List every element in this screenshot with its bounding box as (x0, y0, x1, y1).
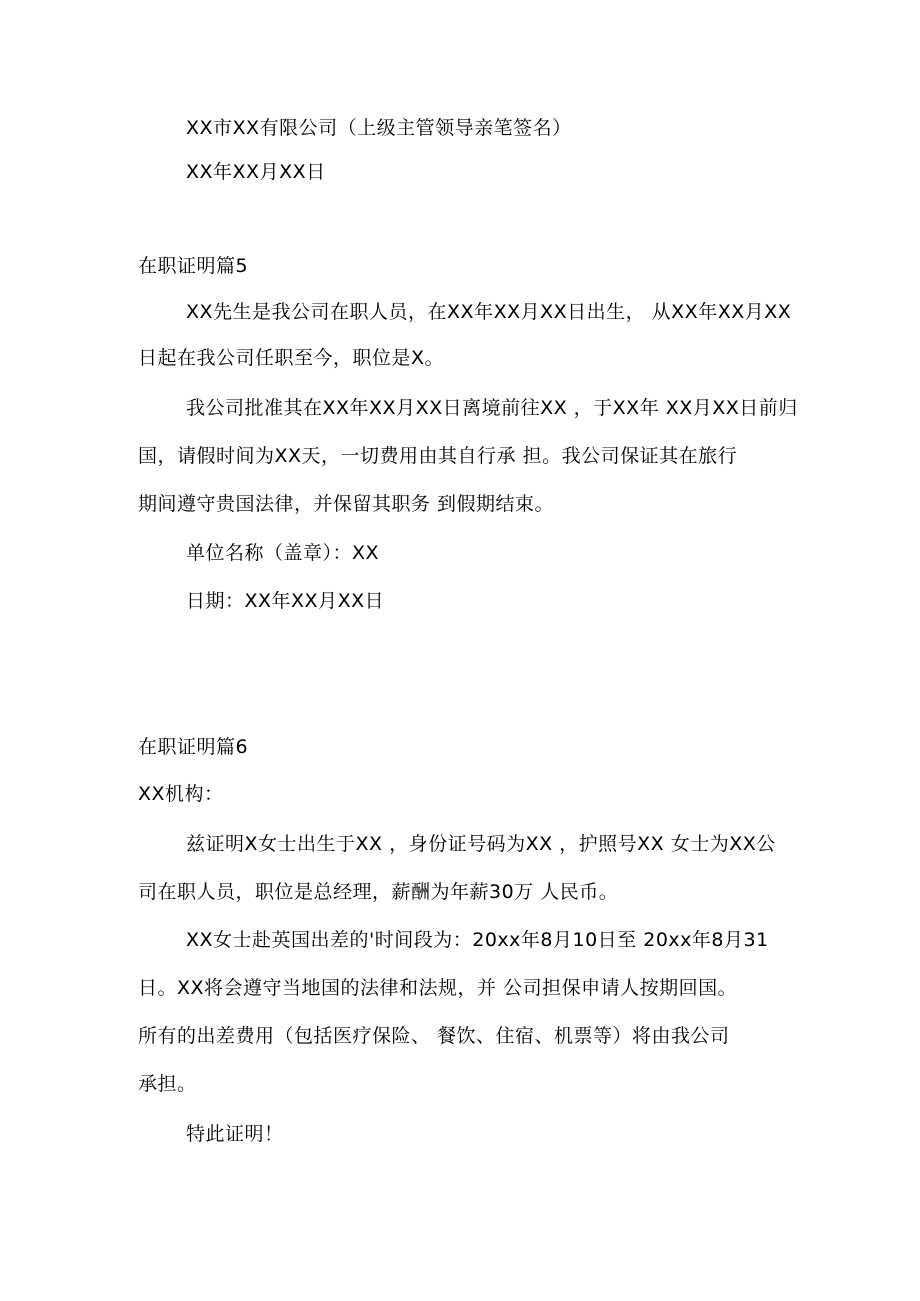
sec6-paragraph-1-line-1: 兹证明X女士出生于XX ，身份证号码为XX ，护照号XX 女士为XX公 (186, 833, 776, 855)
section-5-title: 在职证明篇5 (138, 255, 249, 277)
sec5-paragraph-1-line-1: XX先生是我公司在职人员，在XX年XX月XX日出生， 从XX年XX月XX (186, 301, 792, 323)
sec6-paragraph-2-line-1: XX女士赴英国出差的'时间段为：20xx年8月10日至 20xx年8月31 (186, 929, 769, 951)
section-6-title: 在职证明篇6 (138, 736, 249, 758)
sec5-paragraph-2-line-1: 我公司批准其在XX年XX月XX日离境前往XX ，于XX年 XX月XX日前归 (186, 397, 798, 419)
sec6-addressee: XX机构： (138, 783, 224, 805)
sec6-paragraph-2-line-2: 日。XX将会遵守当地国的法律和法规，并 公司担保申请人按期回国。 (138, 977, 738, 999)
company-signature-line: XX市XX有限公司（上级主管领导亲笔签名） (186, 117, 572, 139)
sec6-paragraph-1-line-2: 司在职人员，职位是总经理，薪酬为年薪30万 人民币。 (138, 881, 619, 903)
sec5-paragraph-2-line-2: 国，请假时间为XX天，一切费用由其自行承 担。我公司保证其在旅行 (138, 445, 738, 467)
sec5-paragraph-1-line-2: 日起在我公司任职至今，职位是X。 (138, 347, 445, 369)
sec5-unit-name: 单位名称（盖章）：XX (186, 542, 380, 564)
sec5-date: 日期：XX年XX月XX日 (186, 590, 385, 612)
sec6-paragraph-2-line-3: 所有的出差费用（包括医疗保险、 餐饮、住宿、机票等）将由我公司 (138, 1025, 730, 1047)
top-date-line: XX年XX月XX日 (186, 161, 326, 183)
sec5-paragraph-2-line-3: 期间遵守贵国法律，并保留其职务 到假期结束。 (138, 493, 555, 515)
sec6-closing: 特此证明！ (186, 1123, 284, 1145)
sec6-paragraph-2-line-4: 承担。 (138, 1073, 197, 1095)
